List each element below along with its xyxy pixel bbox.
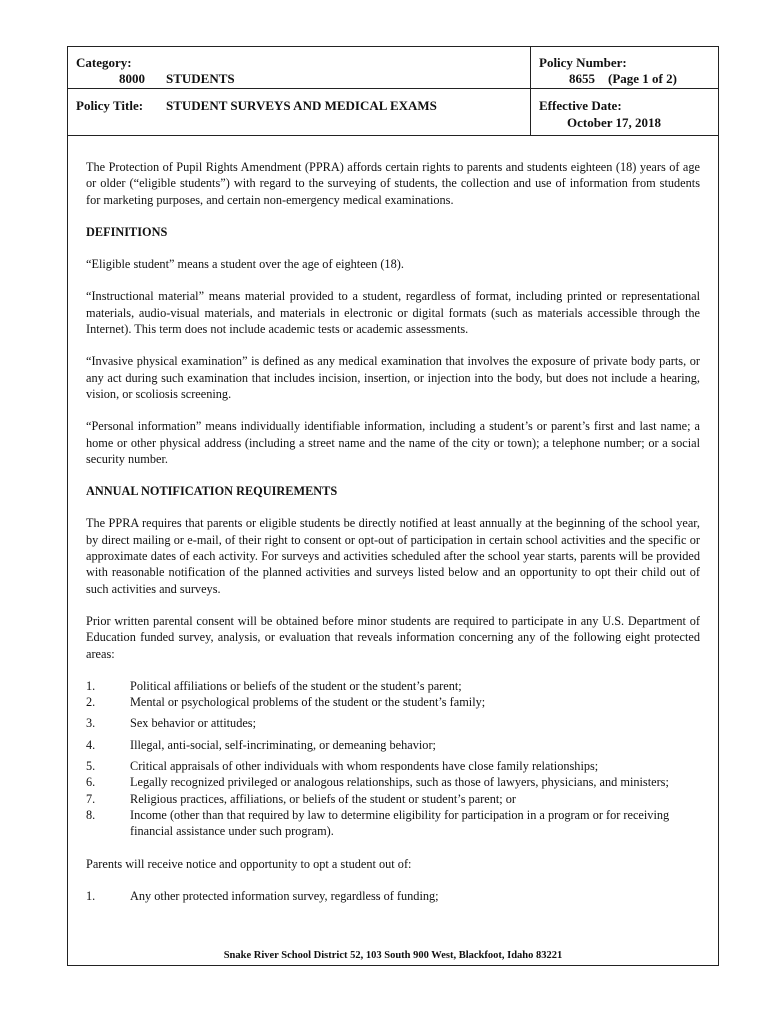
list-item-text: Illegal, anti-social, self-incriminating, or demeaning behavior; <box>130 737 436 752</box>
list-item-text: Political affiliations or beliefs of the student or the student’s parent; <box>130 678 462 693</box>
list-item-text: Sex behavior or attitudes; <box>130 716 257 731</box>
category-number: 8000 <box>119 71 145 86</box>
protected-areas-list <box>86 678 700 840</box>
header-divider-horizontal <box>68 88 718 89</box>
list-item <box>86 807 700 840</box>
list-item-number: 2. <box>86 695 96 710</box>
intro-paragraph: The Protection of Pupil Rights Amendment (PPRA) affords certain rights to parents and students eighteen (18) years of age or older (“eligible students”) with regard to the surveying of students, the collection and use of information from students for marketing purposes, and certain non-emergency medical examinations. <box>86 160 700 207</box>
annual-notification-heading: ANNUAL NOTIFICATION REQUIREMENTS <box>86 484 338 499</box>
list-item <box>86 791 700 807</box>
page-footer: Snake River School District 52, 103 South 900 West, Blackfoot, Idaho 83221 <box>223 950 563 961</box>
policy-title-value: STUDENT SURVEYS AND MEDICAL EXAMS <box>166 98 437 113</box>
definition-eligible-student: “Eligible student” means a student over the age of eighteen (18). <box>86 257 404 272</box>
opt-out-intro: Parents will receive notice and opportunity to opt a student out of: <box>86 856 412 871</box>
list-item-number: 1. <box>86 888 96 903</box>
policy-number-value: 8655 (Page 1 of 2) <box>569 71 677 86</box>
definition-invasive-exam: “Invasive physical examination” is defined as any medical examination that involves the exposure of private body parts, or any act during such examination that includes incision, insertion, or injection into the body, but does not include a hearing, vision, or scoliosis screening. <box>86 354 700 401</box>
list-item-text: Any other protected information survey, regardless of funding; <box>130 888 439 903</box>
list-item-number: 8. <box>86 807 96 822</box>
list-item-number: 6. <box>86 775 96 790</box>
header-divider-vertical <box>530 47 531 135</box>
category-name: STUDENTS <box>166 71 235 86</box>
list-item <box>86 678 700 694</box>
definitions-heading: DEFINITIONS <box>86 224 168 239</box>
list-item-text: Mental or psychological problems of the student or the student’s family; <box>130 695 486 710</box>
list-item <box>86 774 700 790</box>
effective-date-value: October 17, 2018 <box>567 115 661 130</box>
list-item-number: 5. <box>86 759 96 774</box>
list-item <box>86 758 700 774</box>
list-item-text: Critical appraisals of other individuals with whom respondents have close family relationships; <box>130 759 599 774</box>
list-item-number: 3. <box>86 716 96 731</box>
list-item-text: Legally recognized privileged or analogous relationships, such as those of lawyers, physicians, and ministers; <box>130 775 669 790</box>
definition-personal-information: “Personal information” means individually identifiable information, including a student’s or parent’s first and last name; a home or other physical address (including a street name and the name of the city or town); a telephone number; or a social security number. <box>86 419 700 466</box>
policy-number-label: Policy Number: <box>539 55 627 70</box>
list-item <box>86 715 700 731</box>
list-item-number: 1. <box>86 678 96 693</box>
definition-instructional-material: “Instructional material” means material provided to a student, regardless of format, including printed or representational materials, audio-visual materials, and materials in electronic or digital formats (such as materials accessible through the Internet). This term does not include academic tests or academic assessments. <box>86 289 700 337</box>
list-item-number: 4. <box>86 737 96 752</box>
effective-date-label: Effective Date: <box>539 98 622 113</box>
list-item <box>86 737 700 753</box>
annual-notification-paragraph: The PPRA requires that parents or eligible students be directly notified at least annually at the beginning of the school year, by direct mailing or e-mail, of their right to consent or opt-out of participation in certain school activities and the specific or approximate dates of each activity. For surveys and activities scheduled after the school year starts, parents will be provided with reasonable notification of the planned activities and surveys listed below and an opportunity to opt their child out of such activities and surveys. <box>86 516 700 596</box>
policy-header-table <box>68 47 718 136</box>
list-item-text: Income (other than that required by law to determine eligibility for participation in a program or for receiving financial assistance under such program). <box>130 807 670 839</box>
list-item <box>86 694 700 710</box>
list-item <box>86 888 700 904</box>
opt-out-list <box>86 888 700 904</box>
policy-page <box>67 46 719 966</box>
policy-title-label: Policy Title: <box>76 98 144 113</box>
list-item-number: 7. <box>86 791 96 806</box>
policy-body <box>86 159 700 904</box>
category-label: Category: <box>76 55 132 70</box>
list-item-text: Religious practices, affiliations, or beliefs of the student or student’s parent; or <box>130 791 517 806</box>
prior-consent-paragraph: Prior written parental consent will be obtained before minor students are required to participate in any U.S. Department of Education funded survey, analysis, or evaluation that reveals information concerning any of the following eight protected areas: <box>86 613 700 661</box>
